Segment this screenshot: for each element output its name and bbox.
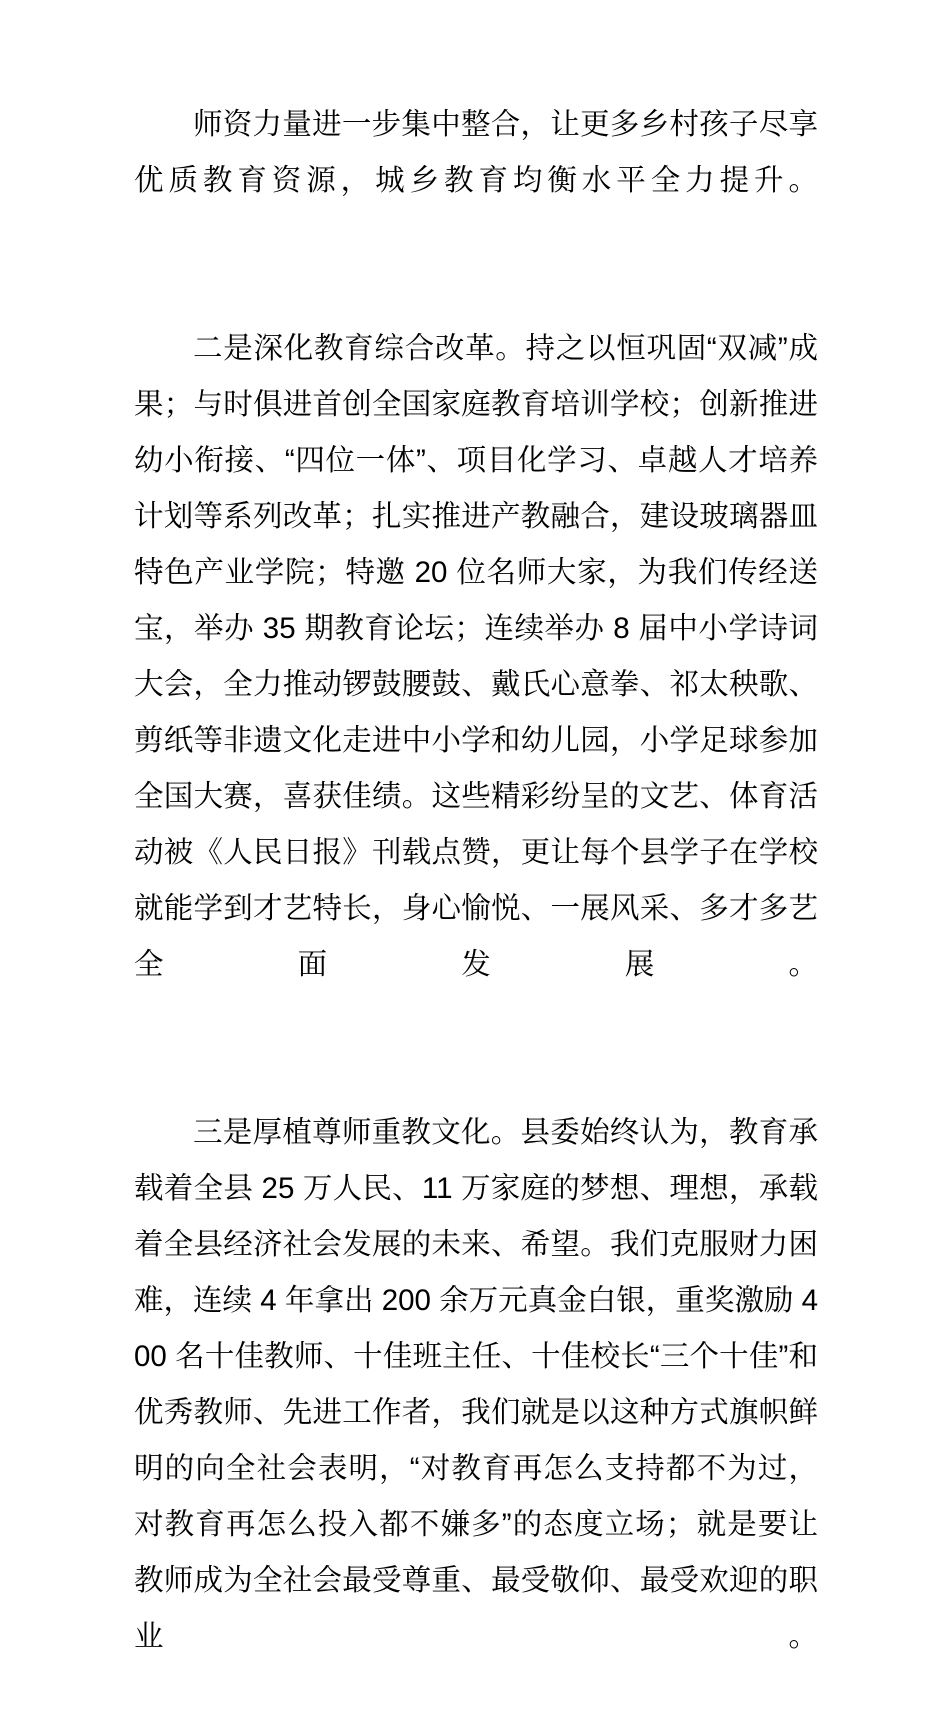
paragraph-2: 二是深化教育综合改革。持之以恒巩固“双减”成果；与时俱进首创全国家庭教育培训学校；创新推进幼小衔接、“四位一体”、项目化学习、卓越人才培养计划等系列改革；扎实推进产教融合，建设玻璃器皿特色产业学院；特邀 20 位名师大家，为我们传经送宝，举办 35 期教育论坛；连续举办 8 届中小学诗词大会，全力推动锣鼓腰鼓、戴氏心意拳、祁太秧歌、剪纸等非遗文化走进中小学和幼儿园，小学足球参加全国大赛，喜获佳绩。这些精彩纷呈的文艺、体育活动被《人民日报》刊载点赞，更让每个县学子在学校就能学到才艺特长，身心愉悦、一展风采、多才多艺全面发展。 [134, 332, 818, 981]
paragraph-3: 三是厚植尊师重教文化。县委始终认为，教育承载着全县 25 万人民、11 万家庭的梦想、理想，承载着全县经济社会发展的未来、希望。我们克服财力困难，连续 4 年拿出 200 余万元真金白银，重奖激励 400 名十佳教师、十佳班主任、十佳校长“三个十佳”和优秀教师、先进工作者，我们就是以这种方式旗帜鲜明的向全社会表明，“对教育再怎么支持都不为过，对教育再怎么投入都不嫌多”的态度立场；就是要让教师成为全社会最受尊重、最受敬仰、最受欢迎的职业。 [134, 1116, 818, 1653]
paragraph-1: 师资力量进一步集中整合，让更多乡村孩子尽享优质教育资源，城乡教育均衡水平全力提升。 [134, 108, 818, 197]
document-body [134, 97, 818, 1721]
